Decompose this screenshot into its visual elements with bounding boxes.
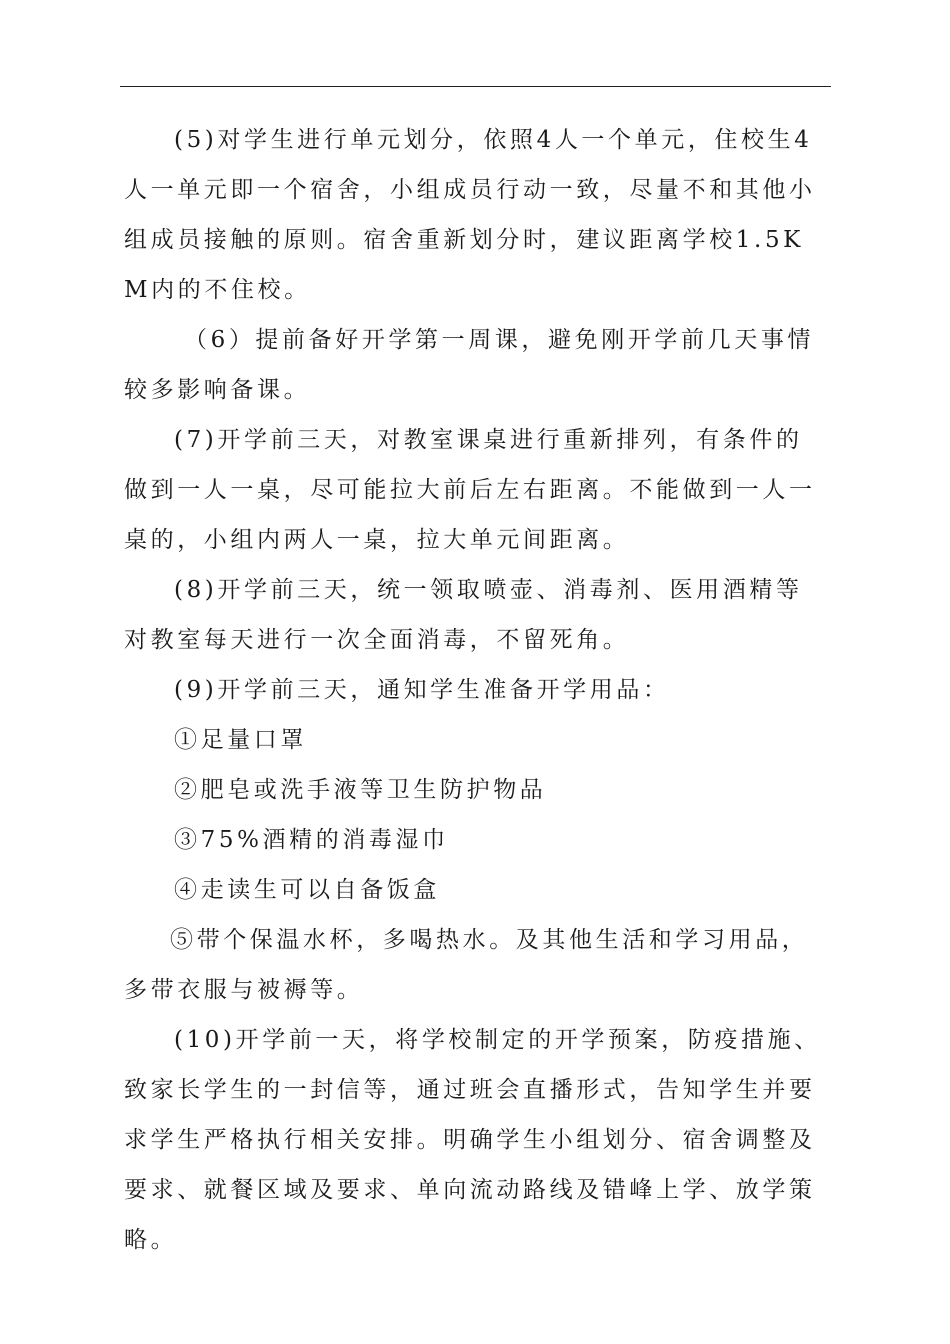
supply-item-5: ⑤带个保温水杯，多喝热水。及其他生活和学习用品，多带衣服与被褥等。 — [124, 927, 809, 1003]
supply-item-4: ④走读生可以自备饭盒 — [174, 877, 440, 903]
paragraph-7: (7)开学前三天，对教室课桌进行重新排列，有条件的做到一人一桌，尽可能拉大前后左右距离。不能做到一人一桌的，小组内两人一桌，拉大单元间距离。 — [124, 427, 816, 553]
header-rule — [120, 86, 831, 87]
paragraph-6: （6）提前备好开学第一周课，避免刚开学前几天事情较多影响备课。 — [124, 327, 815, 403]
document-body — [124, 115, 824, 1265]
paragraph-9: (9)开学前三天，通知学生准备开学用品： — [174, 677, 670, 703]
supply-item-3: ③75%酒精的消毒湿巾 — [174, 827, 449, 853]
paragraph-5: (5)对学生进行单元划分，依照4人一个单元，住校生4人一单元即一个宿舍，小组成员行动一致，尽量不和其他小组成员接触的原则。宿舍重新划分时，建议距离学校1.5KM内的不住校。 — [124, 127, 816, 303]
paragraph-8: (8)开学前三天，统一领取喷壶、消毒剂、医用酒精等对教室每天进行一次全面消毒，不留死角。 — [124, 577, 803, 653]
supply-item-1: ①足量口罩 — [174, 727, 307, 753]
supply-item-2: ②肥皂或洗手液等卫生防护物品 — [174, 777, 547, 803]
paragraph-10: (10)开学前一天，将学校制定的开学预案，防疫措施、致家长学生的一封信等，通过班会直播形式，告知学生并要求学生严格执行相关安排。明确学生小组划分、宿舍调整及要求、就餐区域及要求、单向流动路线及错峰上学、放学策略。 — [124, 1027, 821, 1253]
